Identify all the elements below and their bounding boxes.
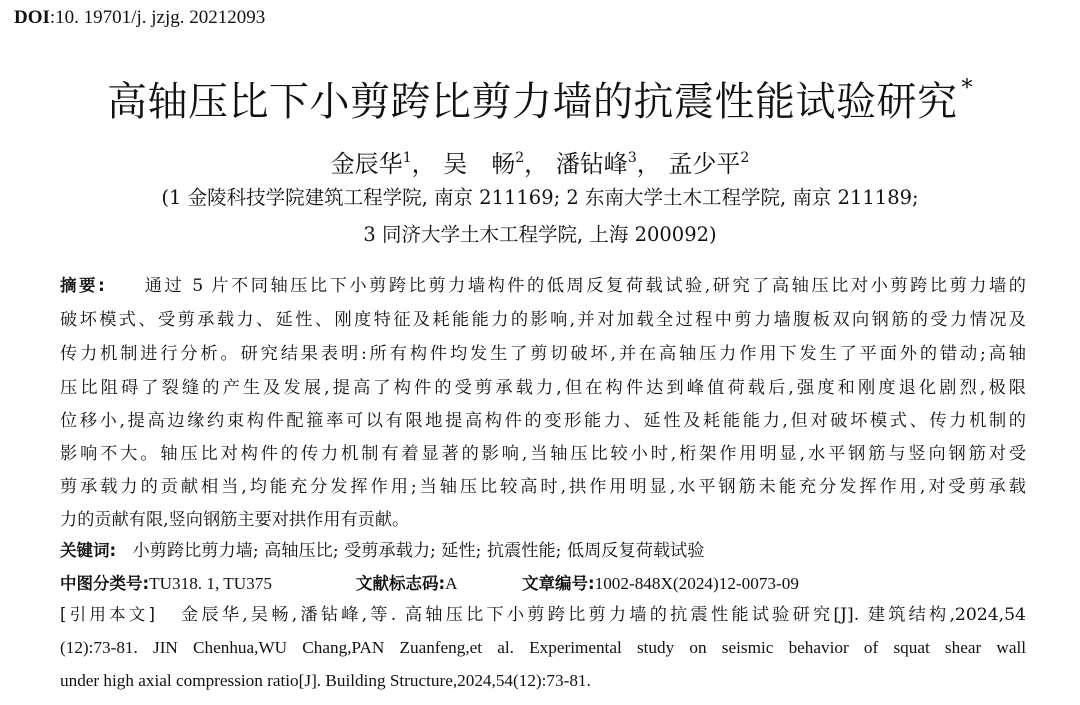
citation-line: under high axial compression ratio[J]. Building Structure,2024,54(12):73-81. bbox=[60, 671, 591, 690]
clc-label: 中图分类号: bbox=[60, 574, 150, 593]
author-separator: ， bbox=[524, 150, 549, 178]
affiliation-line: (1 金陵科技学院建筑工程学院, 南京 211169; 2 东南大学土木工程学院, 南京 211189; bbox=[161, 186, 919, 209]
paper-title bbox=[0, 60, 1080, 131]
abstract-line: 破坏模式、受剪承载力、延性、刚度特征及耗能能力的影响,并对加载全过程中剪力墙腹板双向钢筋的受力情况及 bbox=[60, 310, 1026, 330]
citation-label: [引用本文] bbox=[60, 605, 155, 624]
citation-text: 金辰华,吴畅,潘钻峰,等. 高轴压比下小剪跨比剪力墙的抗震性能试验研究[J]. 建筑结构,2024,54 bbox=[181, 605, 1026, 625]
author-name: 金辰华 bbox=[330, 150, 403, 178]
author-list bbox=[0, 140, 1080, 182]
classification-row bbox=[60, 569, 1026, 599]
affiliation-line: 3 同济大学土木工程学院, 上海 200092) bbox=[363, 223, 717, 246]
author-affiliation-mark: 2 bbox=[740, 150, 750, 166]
citation-line bbox=[60, 600, 1026, 631]
document-code-label: 文献标志码: bbox=[356, 574, 446, 593]
doi-label: DOI bbox=[14, 7, 50, 28]
abstract-line bbox=[60, 271, 1026, 302]
author-separator: ， bbox=[411, 150, 436, 178]
article-number-value: 1002-848X(2024)12-0073-09 bbox=[594, 574, 799, 593]
document-code bbox=[356, 569, 522, 599]
abstract-line: 传力机制进行分析。研究结果表明:所有构件均发生了剪切破坏,并在高轴压力作用下发生了平面外的错动;高轴 bbox=[60, 344, 1026, 364]
keywords-label: 关键词: bbox=[60, 541, 117, 560]
document-code-value: A bbox=[445, 574, 458, 593]
article-number bbox=[522, 569, 799, 599]
author-affiliation-mark: 2 bbox=[515, 150, 525, 166]
keywords-line bbox=[60, 536, 1026, 567]
author-name: 潘钻峰 bbox=[555, 150, 628, 178]
author-affiliation-mark: 3 bbox=[627, 150, 637, 166]
abstract-line: 位移小,提高边缘约束构件配箍率可以有限地提高构件的变形能力、延性及耗能能力,但对破坏模式、传力机制的 bbox=[60, 411, 1026, 431]
doi-line bbox=[14, 6, 265, 30]
clc-number bbox=[60, 569, 356, 599]
abstract-line: 压比阻碍了裂缝的产生及发展,提高了构件的受剪承载力,但在构件达到峰值荷载后,强度和刚度退化剧烈,极限 bbox=[60, 378, 1026, 398]
author-name: 吴 畅 bbox=[443, 150, 516, 178]
clc-value: TU318. 1, TU375 bbox=[149, 574, 272, 593]
citation-line: (12):73-81. JIN Chenhua,WU Chang,PAN Zuanfeng,et al. Experimental study on seismic behavior of squat shear wall bbox=[60, 638, 1026, 657]
author-separator: ， bbox=[636, 150, 661, 178]
title-footnote-mark: * bbox=[961, 76, 973, 101]
abstract-line: 影响不大。轴压比对构件的传力机制有着显著的影响,当轴压比较小时,桁架作用明显,水平钢筋与竖向钢筋对受 bbox=[60, 444, 1026, 464]
abstract-line: 剪承载力的贡献相当,均能充分发挥作用;当轴压比较高时,拱作用明显,水平钢筋未能充分发挥作用,对受剪承载 bbox=[60, 477, 1026, 497]
author-name: 孟少平 bbox=[668, 150, 741, 178]
abstract-label: 摘要: bbox=[60, 276, 105, 295]
paper-title-text: 高轴压比下小剪跨比剪力墙的抗震性能试验研究 bbox=[107, 79, 958, 125]
abstract-text: 通过 5 片不同轴压比下小剪跨比剪力墙构件的低周反复荷载试验,研究了高轴压比对小剪跨比剪力墙的 bbox=[144, 276, 1026, 296]
keywords-text: 小剪跨比剪力墙; 高轴压比; 受剪承载力; 延性; 抗震性能; 低周反复荷载试验 bbox=[132, 541, 705, 561]
doi-value: :10. 19701/j. jzjg. 20212093 bbox=[49, 7, 266, 28]
author-affiliation-mark: 1 bbox=[402, 150, 412, 166]
abstract-line: 力的贡献有限,竖向钢筋主要对拱作用有贡献。 bbox=[60, 510, 410, 530]
article-number-label: 文章编号: bbox=[522, 574, 595, 593]
